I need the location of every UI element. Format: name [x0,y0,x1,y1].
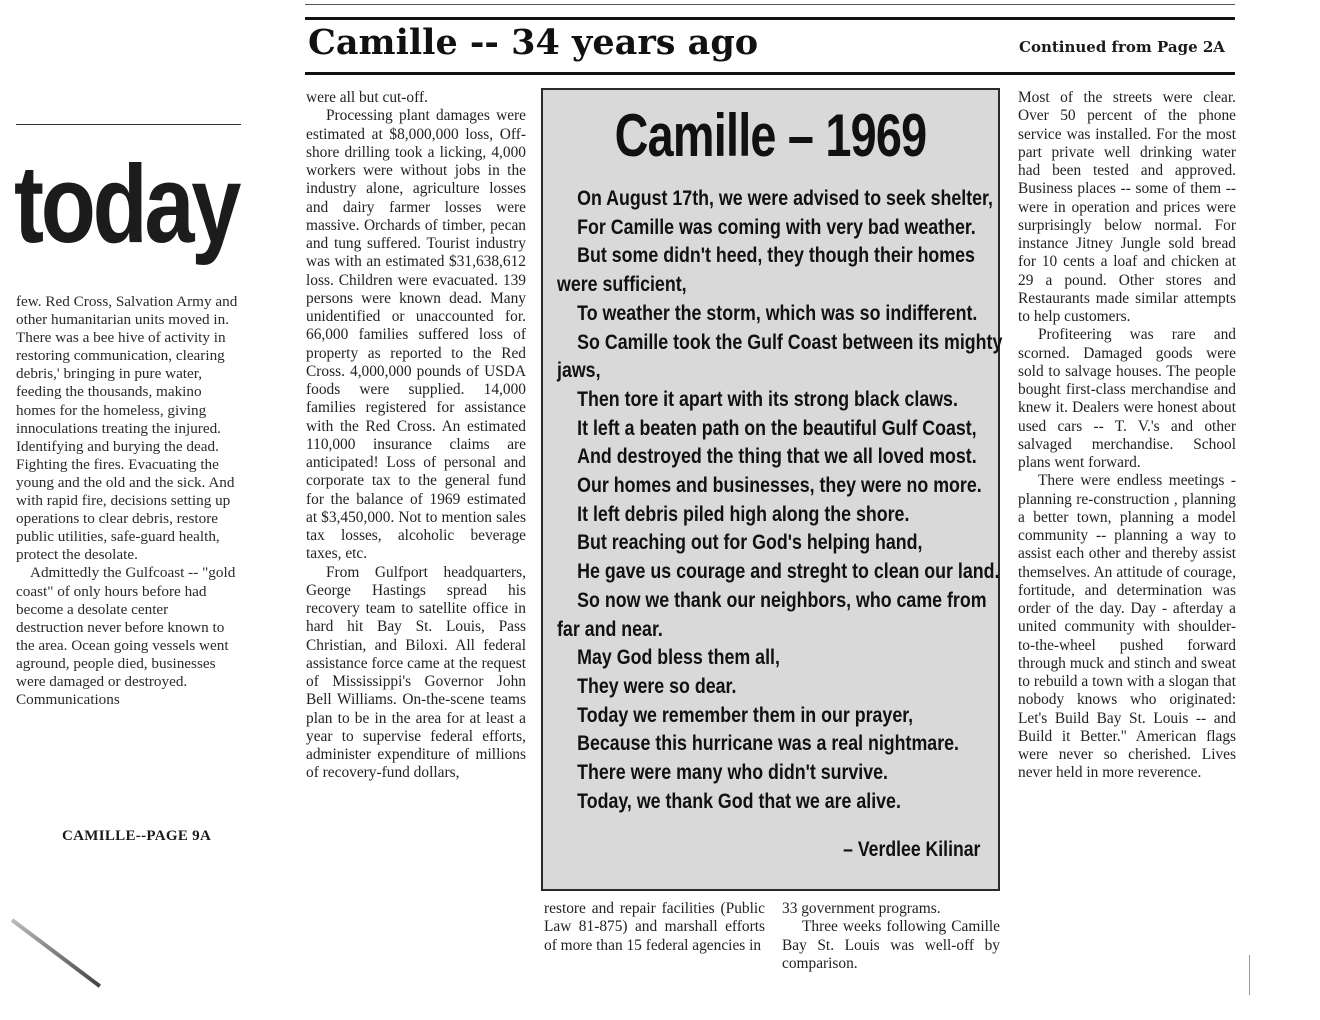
article-column-1 [306,89,526,783]
poem-title: Camille – 1969 [614,102,927,169]
poem-signature: – Verdlee Kilinar [842,838,980,861]
poem-line: Then tore it apart with its strong black claws. [577,387,958,411]
continued-from: Continued from Page 2A [1019,38,1225,56]
poem-line: But reaching out for God's helping hand, [577,531,923,555]
poem-box [541,88,1003,891]
page-edge-mark [1249,955,1250,995]
poem-line: far and near. [557,617,663,641]
column-1-paragraph: From Gulfport headquarters, George Hastings spread his recovery team to satellite office in hard hit Bay St. Louis, Pass Christian, and Biloxi. All federal assistance force came at the request of Mississippi's Governor John Bell Williams. On-the-scene teams plan to be in the area for at least a year to supervise federal efforts, administer expenditure of millions of recovery-fund dollars, [306,563,526,782]
poem-line: And destroyed the thing that we all loved most. [577,445,977,469]
page-fold-mark [11,918,101,987]
poem-line: It left debris piled high along the shore. [577,502,910,526]
headline: Camille -- 34 years ago [308,22,759,63]
poem-line: Today we remember them in our prayer, [577,703,914,727]
poem-line: So Camille took the Gulf Coast between its mighty [577,330,1003,354]
poem-line: Because this hurricane was a real nightmare. [577,732,959,756]
top-rule [305,4,1235,5]
poem-line: On August 17th, we were advised to seek shelter, [577,187,993,210]
poem-line: Our homes and businesses, they were no more. [577,474,982,498]
article-column-3 [782,900,1000,973]
poem-line: Today, we thank God that we are alive. [577,789,901,813]
poem-line: jaws, [557,359,601,383]
masthead-today: today [14,143,239,266]
poem-line: He gave us courage and streght to clean our land. [577,560,1000,584]
poem-lines [557,185,1003,816]
column-1-paragraph: were all but cut-off. [306,89,428,106]
column-3-paragraph: 33 government programs. [782,900,941,917]
left-paragraph-2: Admittedly the Gulfcoast -- "gold coast" of only hours before had become a desolate center destruction never before known to the area. Ocean going vessels went aground, people died, businesses were damaged or destroyed. Communications [16,564,236,709]
column-3-paragraph: Three weeks following Camille Bay St. Louis was well-off by comparison. [782,918,1000,972]
column-2-paragraph: restore and repair facilities (Public Law 81-875) and marshall efforts of more than 15 federal agencies in [544,900,765,954]
poem-line: were sufficient, [557,273,687,297]
left-column-text [16,293,238,709]
poem-line: There were many who didn't survive. [577,761,888,785]
article-column-4 [1018,89,1236,783]
poem-line: They were so dear. [577,674,737,698]
left-column-rule [16,124,241,125]
column-4-paragraph: Profiteering was rare and scorned. Damaged goods were sold to salvage houses. The people bought first-class merchandise and knew it. Dealers were honest about used cars -- T. V.'s and other salvaged merchandise. School plans went forward. [1018,326,1236,471]
jump-line: CAMILLE--PAGE 9A [62,828,212,844]
column-4-paragraph: Most of the streets were clear. Over 50 percent of the phone service was installed. For the most part private well drinking water had been tested and approved. Business places -- some of them -- were in operation and prices were surprisingly below normal. For instance Jitney Jungle sold bread for 10 cents a loaf and chicken at 29 a pound. Other stores and Restaurants made similar attempts to help customers. [1018,89,1236,325]
column-4-paragraph: There were endless meetings -planning re-construction , planning a better town, planning a model community -- planning a way to assist each other and thereby assist themselves. An attitude of courage, fortitude, and determination was order of the day. Day - afterday a united community with shoulder-to-the-wheel pushed forward through muck and stinch and sweat to rebuild a town with a slogan that nobody knows who originated: Let's Build Bay St. Louis -- and Build it Better." American flags were never so cherished. Lives never held in more reverence. [1018,472,1236,782]
poem-line: May God bless them all, [577,646,780,670]
poem-line: So now we thank our neighbors, who came from [577,588,987,612]
poem-line: It left a beaten path on the beautiful Gulf Coast, [577,416,977,440]
poem-line: For Camille was coming with very bad weather. [577,215,976,239]
left-paragraph-1: few. Red Cross, Salvation Army and other humanitarian units moved in. There was a bee hive of activity in restoring communication, clearing debris,' bringing in pure water, feeding the thousands, makino homes for the homeless, giving innoculations treating the injured. Identifying and burying the dead. Fighting the fires. Evacuating the young and the old and the sick. And with rapid fire, decisions setting up operations to clear debris, restore public utilities, safe-guard health, protect the desolate. [16,293,238,564]
poem-line: To weather the storm, which was so indifferent. [577,301,978,325]
headline-rule-bottom [305,72,1235,75]
column-1-paragraph: Processing plant damages were estimated at $8,000,000 loss, Off-shore drilling took a licking, 4,000 workers were without jobs in the industry alone, agriculture losses and dairy farmer losses were massive. Orchards of timber, pecan and tung suffered. Tourist industry was with an estimated $31,638,612 loss. Children were evacuated. 139 persons were known dead. Many unidentified or unaccounted for. 66,000 families suffered loss of property as reported to the Red Cross. 4,000,000 pounds of USDA foods were supplied. 14,000 families registered for assistance with the Red Cross. An estimated 110,000 insurance claims are anticipated! Loss of personal and corporate tax to the general fund for the balance of 1969 estimated at $3,450,000. Not to mention sales tax losses, alcoholic beverage taxes, etc. [306,107,526,563]
article-column-2 [544,900,765,955]
poem-line: But some didn't heed, they though their homes [577,244,975,268]
